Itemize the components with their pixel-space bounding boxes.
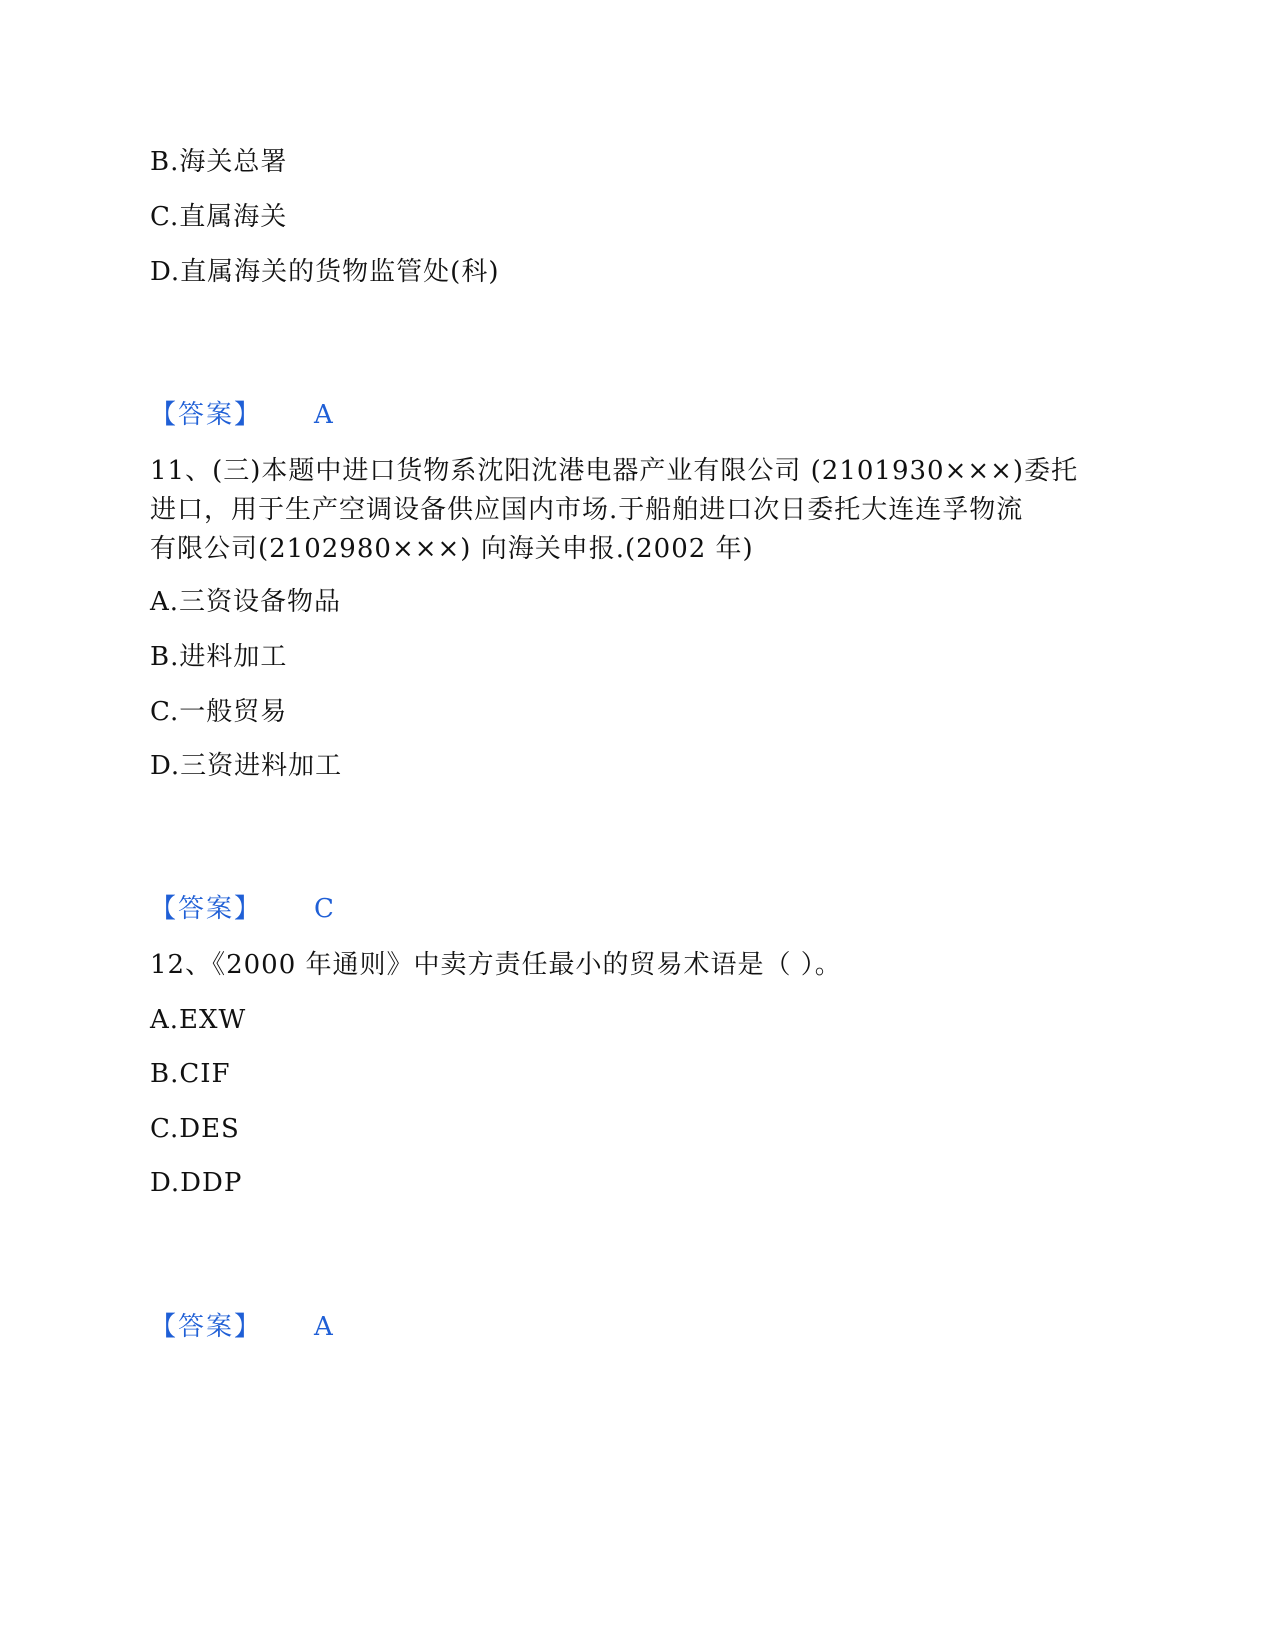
q11-option-c: C.一般贸易 (150, 697, 288, 727)
answer-value: A (314, 1312, 333, 1342)
answer-label: 【答案】 (150, 894, 263, 924)
q12-option-b: B.CIF (150, 1059, 231, 1089)
q11-question (150, 452, 1110, 569)
q10-option-b: B.海关总署 (150, 147, 288, 177)
q11-option-d: D.三资进料加工 (150, 751, 343, 781)
q10-option-c: C.直属海关 (150, 202, 288, 232)
q11-option-a: A.三资设备物品 (150, 587, 342, 617)
q11-option-b: B.进料加工 (150, 642, 288, 672)
q12-answer (150, 1312, 333, 1342)
answer-value: C (314, 894, 334, 924)
answer-value: A (314, 400, 333, 430)
q11-answer (150, 894, 334, 924)
q12-option-a: A.EXW (150, 1005, 247, 1035)
q10-option-d: D.直属海关的货物监管处(科) (150, 257, 500, 287)
answer-label: 【答案】 (150, 400, 263, 430)
q11-line-2: 进口，用于生产空调设备供应国内市场.于船舶进口次日委托大连连孚物流 (150, 495, 1024, 525)
q12-option-c: C.DES (150, 1114, 240, 1144)
q11-line-3: 有限公司(2102980×××) 向海关申报.(2002 年) (150, 534, 754, 564)
q12-question: 12、《2000 年通则》中卖方责任最小的贸易术语是（ ）。 (150, 950, 842, 980)
q11-line-1: 11、(三)本题中进口货物系沈阳沈港电器产业有限公司 (2101930×××)委托 (150, 456, 1079, 486)
answer-label: 【答案】 (150, 1312, 263, 1342)
q10-answer (150, 400, 333, 430)
q12-option-d: D.DDP (150, 1168, 243, 1198)
